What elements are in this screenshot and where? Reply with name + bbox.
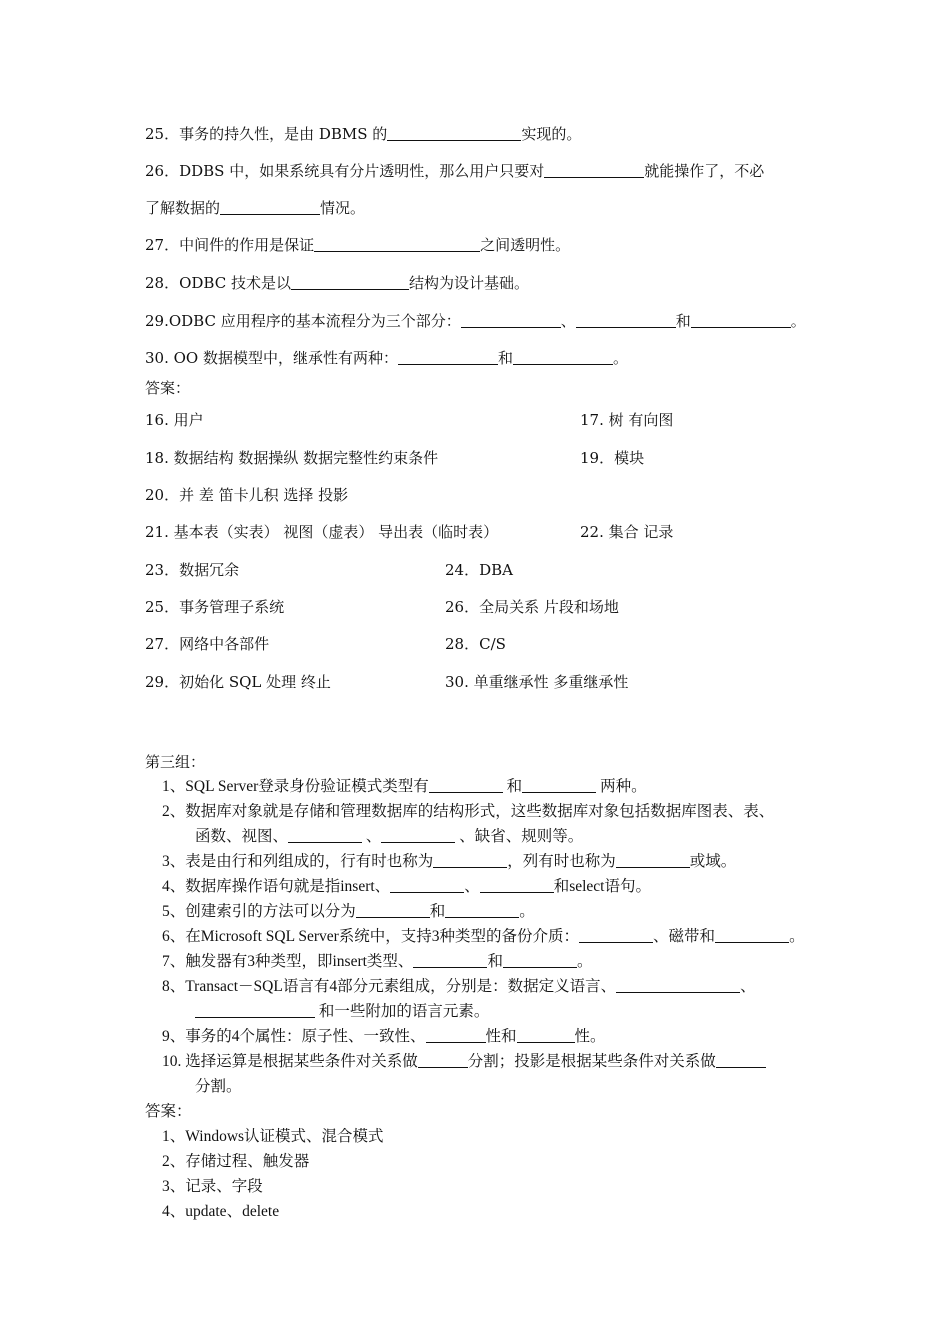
answer-23: 23．数据冗余: [145, 561, 240, 579]
part3-q8: [162, 977, 756, 997]
p3q6-mid: 、磁带和: [653, 928, 716, 945]
q27-post: 之间透明性。: [480, 236, 571, 254]
p3q3-blank-2: [616, 852, 690, 868]
p3q6-text: 6、在Microsoft SQL Server系统中，支持3种类型的备份介质：: [162, 928, 580, 945]
p3q2-text: 函数、视图、: [195, 828, 289, 845]
question-25: [145, 124, 581, 144]
p3q1-mid: 和: [502, 778, 523, 795]
question-28: [145, 273, 529, 293]
part3-answer-3: 3、记录、字段: [162, 1178, 263, 1195]
answer-19: 19．模块: [580, 449, 645, 467]
p3q6-blank-1: [579, 927, 653, 943]
part3-q3: [162, 852, 736, 872]
part3-q2-line2: [195, 827, 583, 847]
answer-29: 29．初始化 SQL 处理 终止: [145, 673, 331, 691]
q27-blank: [314, 236, 480, 252]
part3-answers-heading: 答案：: [145, 1103, 192, 1120]
part3-q7: [162, 952, 592, 972]
p3q5-post: 。: [519, 903, 535, 920]
part3-q8-line2: [195, 1002, 489, 1022]
p3q1-text: 1、SQL Server登录身份验证模式类型有: [162, 778, 429, 795]
answer-24: 24．DBA: [445, 561, 513, 579]
answer-27: 27．网络中各部件: [145, 635, 270, 653]
q29-sep1: 、: [560, 312, 576, 330]
question-26-line2: [145, 198, 365, 218]
part3-q6: [162, 927, 805, 947]
answer-21: 21. 基本表（实表） 视图（虚表） 导出表（临时表）: [145, 523, 499, 541]
q29-text: 29.ODBC 应用程序的基本流程分为三个部分：: [145, 312, 461, 330]
p3q2-blank-1: [288, 827, 362, 843]
part3-q9: [162, 1027, 606, 1047]
answer-26: 26．全局关系 片段和场地: [445, 598, 619, 616]
p3q10-blank-1: [418, 1052, 468, 1068]
part3-q5: [162, 902, 535, 922]
part3-q4: [162, 877, 651, 897]
part3-q1: [162, 777, 647, 797]
answer-30: 30. 单重继承性 多重继承性: [445, 673, 629, 691]
q29-blank-3: [691, 312, 791, 328]
p3q2-blank-2: [381, 827, 455, 843]
q30-blank-1: [398, 349, 498, 365]
q29-blank-1: [461, 312, 561, 328]
part3-q10: [162, 1052, 766, 1072]
p3q9-post: 性。: [574, 1028, 606, 1045]
p3q4-blank-1: [390, 877, 464, 893]
p3q5-blank-2: [445, 902, 519, 918]
p3q7-mid: 和: [487, 953, 503, 970]
q26-post: 就能操作了，不必: [644, 162, 765, 180]
q29-blank-2: [576, 312, 676, 328]
q30-post: 。: [613, 349, 629, 367]
q25-post: 实现的。: [521, 125, 582, 143]
part3-q2: 2、数据库对象就是存储和管理数据库的结构形式，这些数据库对象包括数据库图表、表、: [162, 803, 775, 820]
p3q7-post: 。: [576, 953, 593, 970]
answer-28: 28．C/S: [445, 635, 506, 653]
p3q4-post: 和select语句。: [553, 878, 651, 895]
p3q5-mid: 和: [429, 903, 446, 920]
q26-line2-text: 了解数据的: [145, 199, 221, 217]
q25-blank: [387, 125, 521, 141]
p3q4-mid: 、: [464, 878, 480, 895]
q28-blank: [291, 274, 409, 290]
p3q1-blank-2: [522, 777, 596, 793]
p3q9-text: 9、事务的4个属性：原子性、一致性、: [162, 1028, 426, 1045]
p3q3-mid: ，列有时也称为: [507, 853, 616, 870]
question-29: [145, 311, 806, 331]
p3q3-text: 3、表是由行和列组成的，行有时也称为: [162, 853, 434, 870]
p3q6-post: 。: [789, 928, 805, 945]
p3q5-blank-1: [356, 902, 430, 918]
p3q7-blank-2: [503, 952, 577, 968]
p3q10-blank-2: [716, 1052, 766, 1068]
part3-answer-2: 2、存储过程、触发器: [162, 1153, 310, 1170]
q28-text: 28．ODBC 技术是以: [145, 274, 291, 292]
answer-18: 18. 数据结构 数据操纵 数据完整性约束条件: [145, 449, 439, 467]
answer-22: 22. 集合 记录: [580, 523, 674, 541]
p3q10-mid: 分割；投影是根据某些条件对关系做: [467, 1053, 716, 1070]
p3q4-blank-2: [480, 877, 554, 893]
p3q8-blank-1: [616, 977, 740, 993]
p3q9-mid: 性和: [485, 1028, 517, 1045]
p3q4-text: 4、数据库操作语句就是指insert、: [162, 878, 391, 895]
p3q8-line2-post: 和一些附加的语言元素。: [315, 1003, 490, 1020]
q29-post: 。: [790, 312, 806, 330]
question-26: [145, 161, 764, 181]
p3q5-text: 5、创建索引的方法可以分为: [162, 903, 356, 920]
part3-title: 第三组：: [145, 753, 206, 771]
p3q1-blank-1: [429, 777, 503, 793]
q26-blank-2: [220, 199, 320, 215]
p3q2-sep: 、: [362, 828, 382, 845]
p3q9-blank-2: [517, 1027, 575, 1043]
answer-20: 20．并 差 笛卡儿积 选择 投影: [145, 486, 349, 504]
p3q1-post: 两种。: [596, 778, 647, 795]
part3-answer-4: 4、update、delete: [162, 1203, 280, 1220]
answer-16: 16. 用户: [145, 411, 204, 429]
q26-blank-1: [544, 162, 644, 178]
q28-post: 结构为设计基础。: [408, 274, 529, 292]
answers-heading: 答案：: [145, 379, 191, 397]
part3-answer-1: 1、Windows认证模式、混合模式: [162, 1128, 384, 1145]
q26-line2-post: 情况。: [320, 199, 366, 217]
p3q2-post: 、缺省、规则等。: [455, 828, 584, 845]
q29-sep2: 和: [675, 312, 691, 330]
q26-text: 26．DDBS 中，如果系统具有分片透明性，那么用户只要对: [145, 162, 545, 180]
question-27: [145, 235, 570, 255]
question-30: [145, 348, 628, 368]
p3q10-text: 10. 选择运算是根据某些条件对关系做: [162, 1053, 418, 1070]
answer-25: 25．事务管理子系统: [145, 598, 285, 616]
q27-text: 27．中间件的作用是保证: [145, 236, 315, 254]
p3q3-post: 或域。: [689, 853, 737, 870]
q25-text: 25．事务的持久性，是由 DBMS 的: [145, 125, 388, 143]
p3q9-blank-1: [426, 1027, 486, 1043]
q30-blank-2: [513, 349, 613, 365]
p3q8-text: 8、Transact－SQL语言有4部分元素组成，分别是：数据定义语言、: [162, 978, 617, 995]
p3q6-blank-2: [715, 927, 789, 943]
p3q8-post: 、: [740, 978, 756, 995]
part3-q10-line2: 分割。: [195, 1078, 242, 1095]
p3q8-blank-2: [195, 1002, 315, 1018]
q30-text: 30. OO 数据模型中，继承性有两种：: [145, 349, 398, 367]
p3q3-blank-1: [433, 852, 507, 868]
p3q7-text: 7、触发器有3种类型，即insert类型、: [162, 953, 414, 970]
q30-sep: 和: [498, 349, 514, 367]
answer-17: 17. 树 有向图: [580, 411, 674, 429]
p3q7-blank-1: [413, 952, 487, 968]
